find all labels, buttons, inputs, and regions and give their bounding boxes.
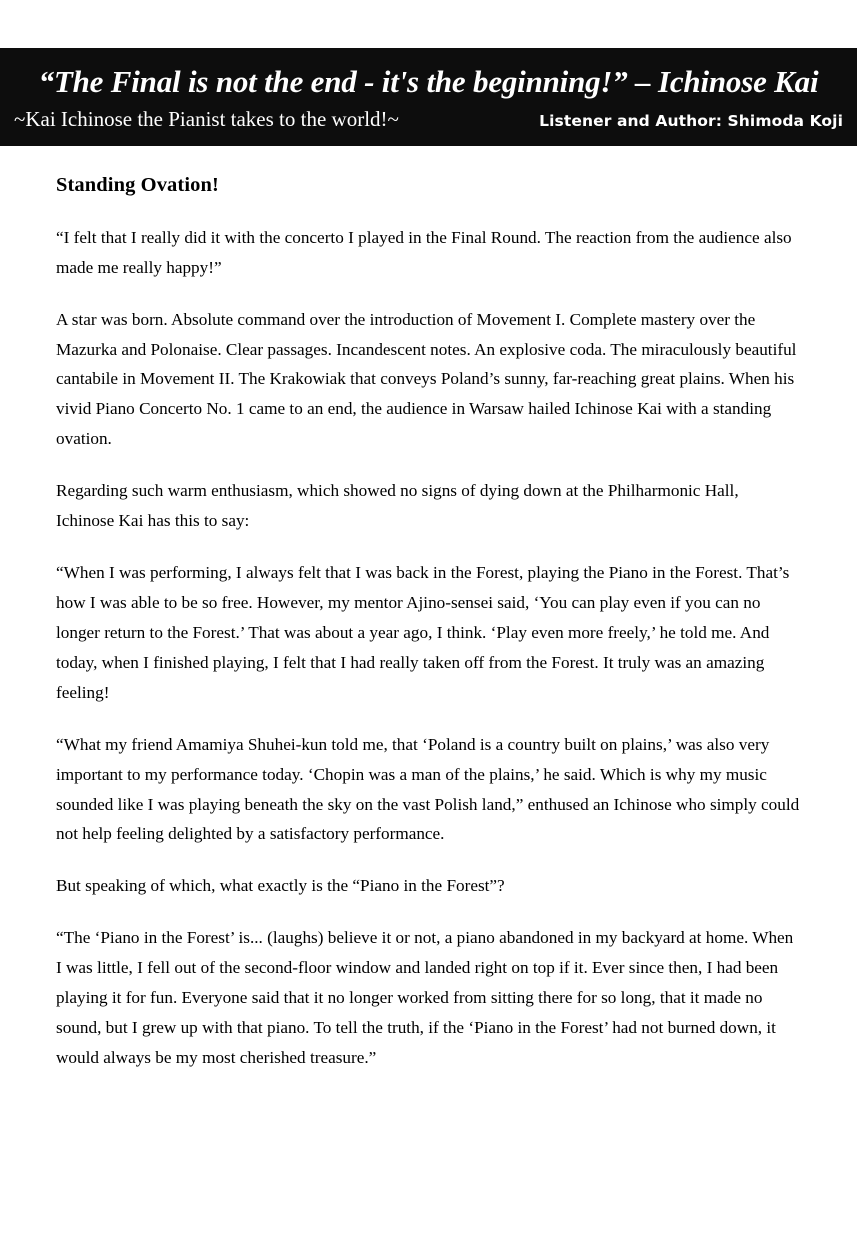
article-paragraph: But speaking of which, what exactly is the “Piano in the Forest”?	[56, 876, 505, 896]
article-headline: Standing Ovation!	[56, 173, 219, 196]
article-paragraph: A star was born. Absolute command over the introduction of Movement I. Complete mastery over the Mazurka and Polonaise. Clear passages. Incandescent notes. An explosive coda. The miraculously beautiful cantabile in Movement II. The Krakowiak that conveys Poland’s sunny, far-reaching great plains. When his vivid Piano Concerto No. 1 came to an end, the audience in Warsaw hailed Ichinose Kai with a standing ovation.	[56, 309, 797, 449]
article-paragraph: Regarding such warm enthusiasm, which showed no signs of dying down at the Philharmonic Hall, Ichinose Kai has this to say:	[56, 481, 739, 531]
masthead-subtitle: ~Kai Ichinose the Pianist takes to the world!~	[14, 106, 399, 131]
masthead-subline	[10, 107, 847, 132]
article-paragraph: “The ‘Piano in the Forest’ is... (laughs) believe it or not, a piano abandoned in my backyard at home. When I was little, I fell out of the second-floor window and landed right on top if it. Ever since then, I had been playing it for fun. Everyone said that it no longer worked from sitting there for so long, that it made no sound, but I grew up with that piano. To tell the truth, if the ‘Piano in the Forest’ had not burned down, it would always be my most cherished treasure.”	[56, 928, 794, 1067]
article-body	[0, 146, 857, 1113]
masthead-banner	[0, 48, 857, 146]
masthead-title: “The Final is not the end - it's the beginning!” – Ichinose Kai	[38, 64, 819, 99]
masthead-byline: Listener and Author: Shimoda Koji	[539, 111, 843, 130]
article-page	[0, 48, 857, 1248]
article-paragraph: “When I was performing, I always felt that I was back in the Forest, playing the Piano in the Forest. That’s how I was able to be so free. However, my mentor Ajino-sensei said, ‘You can play even if you can no longer return to the Forest.’ That was about a year ago, I think. ‘Play even more freely,’ he told me. And today, when I finished playing, I felt that I had really taken off from the Forest. It truly was an amazing feeling!	[56, 563, 790, 702]
article-paragraph: “I felt that I really did it with the concerto I played in the Final Round. The reaction from the audience also made me really happy!”	[56, 227, 792, 277]
article-paragraph: “What my friend Amamiya Shuhei-kun told me, that ‘Poland is a country built on plains,’ was also very important to my performance today. ‘Chopin was a man of the plains,’ he said. Which is why my music sounded like I was playing beneath the sky on the vast Polish land,” enthused an Ichinose who simply could not help feeling delighted by a satisfactory performance.	[56, 734, 800, 844]
